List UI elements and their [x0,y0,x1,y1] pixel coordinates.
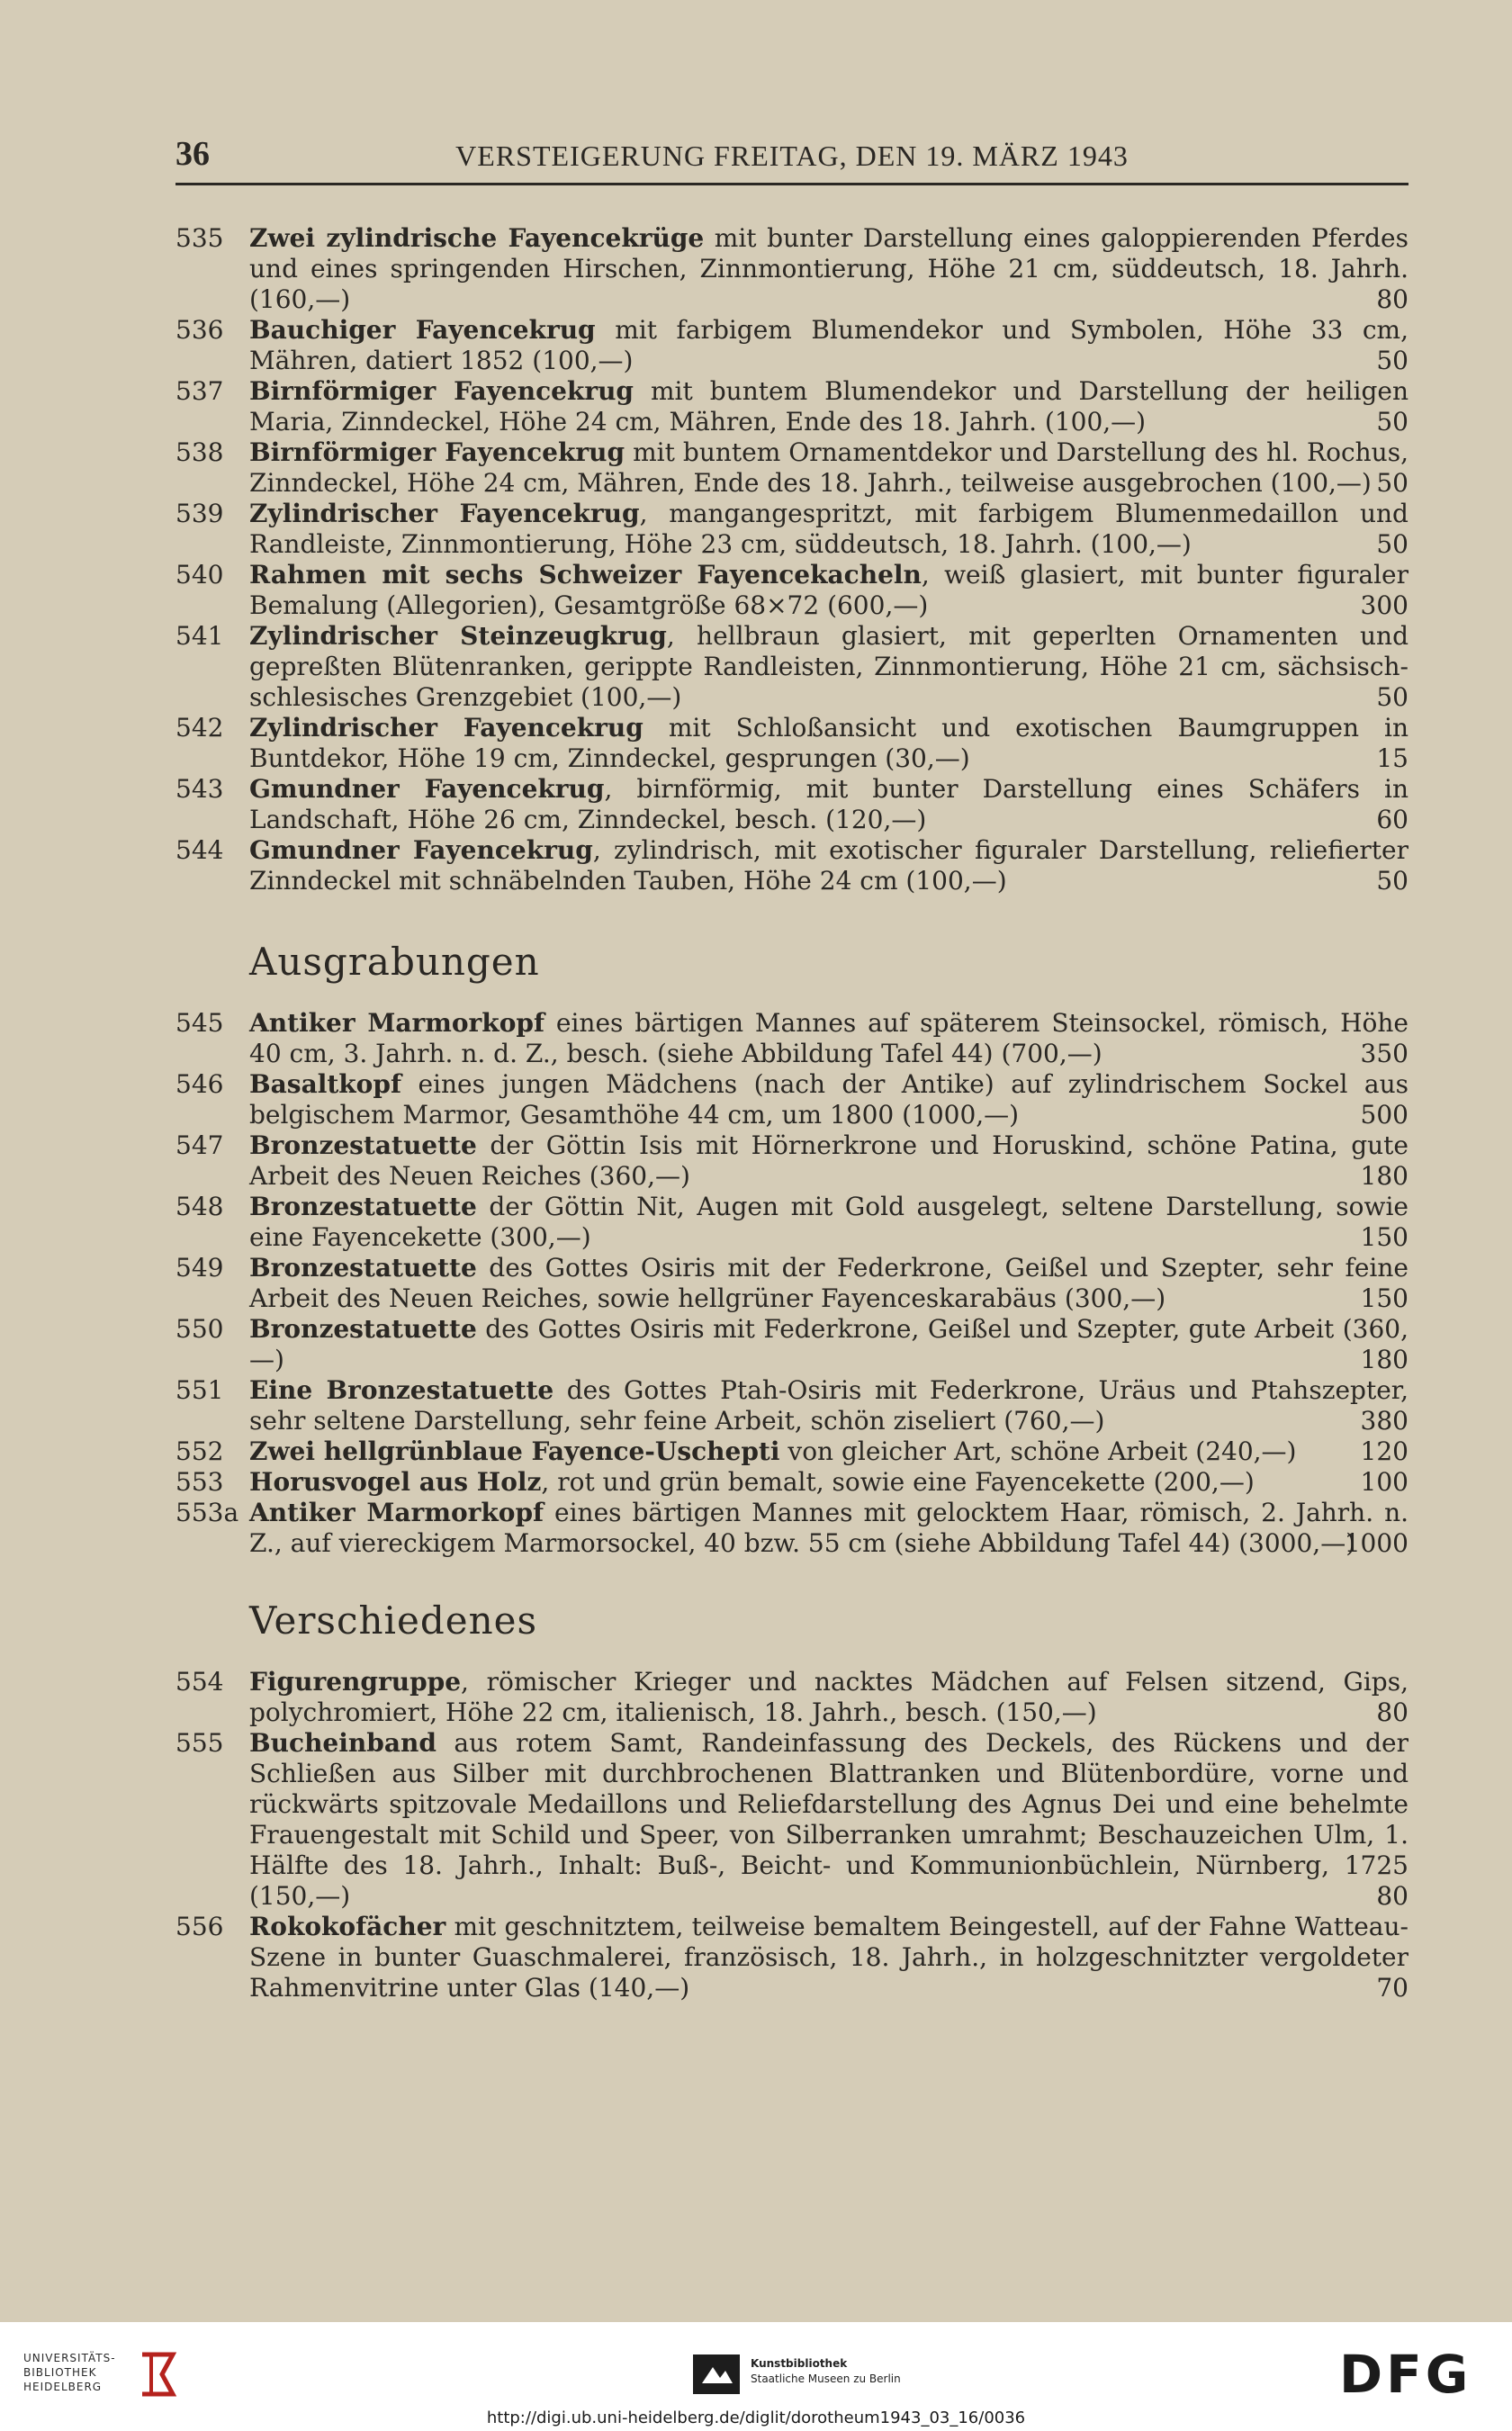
lot-estimate: 50 [1376,866,1408,896]
lot-title: Gmundner Fayencekrug [249,774,605,804]
lot-title: Eine Bronzestatuette [249,1375,554,1405]
kunstbibliothek-name: Kunstbibliothek [751,2357,848,2370]
catalog-entry [176,1192,1408,1253]
uni-library-logo-icon [135,2347,180,2401]
lot-description: des Gottes Osiris mit Federkrone, Geißel und Szepter, gute Arbeit (360,—) [249,1314,1408,1374]
uni-line-3: HEIDELBERG [23,2381,103,2393]
catalog-entry [176,621,1408,713]
catalog-entry [176,560,1408,621]
lot-number: 545 [176,1008,224,1038]
lot-estimate: 180 [1360,1345,1408,1374]
page-header [176,129,1408,185]
lot-title: Rahmen mit sechs Schweizer Fayencekacheln [249,560,922,590]
lot-estimate: 150 [1360,1222,1408,1252]
lot-number: 555 [176,1728,224,1758]
lot-description: mit bunter Darstellung eines galoppierenden Pferdes und eines springenden Hirschen, Zinnmontierung, Höhe 21 cm, süddeutsch, 18. Jahrh. (160,—) [249,223,1408,314]
lot-title: Bucheinband [249,1728,436,1758]
lot-estimate: 80 [1376,1697,1408,1727]
section-heading-verschiedenes: Verschiedenes [249,1598,538,1643]
lot-description: eines bärtigen Mannes auf späterem Steinsockel, römisch, Höhe 40 cm, 3. Jahrh. n. d. Z., besch. (siehe Abbildung Tafel 44) (700,—) [249,1008,1408,1068]
catalog-entry [176,1436,1408,1467]
lot-description: , mangangespritzt, mit farbigem Blumenmedaillon und Randleiste, Zinnmontierung, Höhe 23 cm, süddeutsch, 18. Jahrh. (100,—) [249,499,1408,559]
lot-number: 536 [176,315,224,345]
entry-list-ausgrabungen [176,1008,1408,1559]
lot-number: 541 [176,621,224,651]
lot-estimate: 80 [1376,1881,1408,1911]
catalog-entry [176,1130,1408,1192]
lot-title: Antiker Marmorkopf [249,1498,544,1527]
uni-line-1: UNIVERSITÄTS- [23,2352,116,2364]
lot-title: Zylindrischer Steinzeugkrug [249,621,667,651]
lot-description: eines jungen Mädchens (nach der Antike) auf zylindrischem Sockel aus belgischem Marmor, Gesamthöhe 44 cm, um 1800 (1000,—) [249,1069,1408,1130]
catalog-entry [176,223,1408,315]
kunstbibliothek-subtitle: Staatliche Museen zu Berlin [751,2372,901,2385]
lot-title: Zylindrischer Fayencekrug [249,499,640,528]
catalog-entry [176,1728,1408,1912]
lot-estimate: 50 [1376,682,1408,712]
catalog-entry [176,835,1408,896]
catalog-entry [176,1912,1408,2003]
lot-title: Antiker Marmorkopf [249,1008,544,1038]
lot-description: des Gottes Osiris mit der Federkrone, Geißel und Szepter, sehr feine Arbeit des Neuen Reiches, sowie hellgrüner Fayenceskarabäus (300,—) [249,1253,1408,1313]
lot-estimate: 70 [1376,1973,1408,2003]
entry-list-verschiedenes [176,1667,1408,2003]
lot-number: 551 [176,1375,224,1405]
lot-estimate: 100 [1360,1467,1408,1497]
lot-description: , römischer Krieger und nacktes Mädchen auf Felsen sitzend, Gips, polychromiert, Höhe 22 cm, italienisch, 18. Jahrh., besch. (150,—) [249,1667,1408,1727]
entry-list-fayence [176,223,1408,896]
lot-estimate: 50 [1376,407,1408,437]
lot-description: , weiß glasiert, mit bunter figuraler Bemalung (Allegorien), Gesamtgröße 68×72 (600,—) [249,560,1408,620]
lot-title: Zwei hellgrünblaue Fayence-Uschepti [249,1436,780,1466]
catalog-entry [176,437,1408,499]
lot-title: Figurengruppe [249,1667,462,1697]
lot-title: Bronzestatuette [249,1314,477,1344]
catalog-entry [176,1069,1408,1130]
lot-description: , birnförmig, mit bunter Darstellung eines Schäfers in Landschaft, Höhe 26 cm, Zinndeckel, besch. (120,—) [249,774,1408,834]
lot-number: 550 [176,1314,224,1344]
catalog-entry [176,1467,1408,1498]
catalog-entry [176,376,1408,437]
catalog-entry [176,1498,1408,1559]
section-heading-ausgrabungen: Ausgrabungen [249,940,540,984]
lot-description: , rot und grün bemalt, sowie eine Fayencekette (200,—) [541,1467,1255,1497]
digitization-footer [0,2322,1512,2431]
lot-description: mit buntem Ornamentdekor und Darstellung des hl. Rochus, Zinndeckel, Höhe 24 cm, Mähren, Ende des 18. Jahrh., teilweise ausgebrochen (100,—) [249,437,1408,498]
uni-line-2: BIBLIOTHEK [23,2366,97,2379]
lot-description: des Gottes Ptah-Osiris mit Federkrone, Uräus und Ptahszepter, sehr seltene Darstellung, sehr feine Arbeit, schön ziseliert (760,—) [249,1375,1408,1436]
lot-number: 554 [176,1667,224,1697]
lot-title: Bronzestatuette [249,1192,477,1221]
catalog-entry [176,315,1408,376]
lot-number: 546 [176,1069,224,1099]
lot-title: Rokokofächer [249,1912,446,1941]
lot-description: eines bärtigen Mannes mit gelocktem Haar, römisch, 2. Jahrh. n. Z., auf viereckigem Marmorsockel, 40 bzw. 55 cm (siehe Abbildung Tafel 44) (3000,—) [249,1498,1409,1558]
lot-estimate: 80 [1376,284,1408,314]
catalog-entry [176,1253,1408,1314]
lot-description: von gleicher Art, schöne Arbeit (240,—) [779,1436,1297,1466]
catalog-entry [176,1314,1408,1375]
catalog-entry [176,1008,1408,1069]
lot-estimate: 350 [1360,1039,1408,1068]
lot-estimate: 180 [1360,1161,1408,1191]
lot-number: 553a [176,1498,239,1527]
lot-description: , zylindrisch, mit exotischer figuraler Darstellung, reliefierter Zinndeckel mit schnäbelnden Tauben, Höhe 24 cm (100,—) [249,835,1409,896]
catalog-entry [176,499,1408,560]
lot-number: 547 [176,1130,224,1160]
lot-title: Zwei zylindrische Fayencekrüge [249,223,705,253]
lot-estimate: 50 [1376,529,1408,559]
lot-description: aus rotem Samt, Randeinfassung des Deckels, des Rückens und der Schließen aus Silber mit durchbrochenen Blattranken und Blütenbordüre, vorne und rückwärts spitzovale Medaillons und Reliefdarstellung des Agnus Dei und eine behelmte Frauengestalt mit Schild und Speer, von Silberranken umrahmt; Beschauzeichen Ulm, 1. Hälfte des 18. Jahrh., Inhalt: Buß-, Beicht- und Kommunionbüchlein, Nürnberg, 1725 (150,—) [249,1728,1408,1911]
lot-estimate: 380 [1360,1406,1408,1436]
lot-number: 544 [176,835,224,865]
lot-description: , hellbraun glasiert, mit geperlten Ornamenten und gepreßten Blütenranken, gerippte Randleisten, Zinnmontierung, Höhe 21 cm, sächsisch-schlesisches Grenzgebiet (100,—) [249,621,1408,712]
lot-title: Birnförmiger Fayencekrug [249,376,634,406]
lot-description: mit Schloßansicht und exotischen Baumgruppen in Buntdekor, Höhe 19 cm, Zinndeckel, gesprungen (30,—) [249,713,1408,773]
uni-library-logo-text [23,2351,149,2394]
lot-estimate: 500 [1360,1100,1408,1130]
lot-description: mit farbigem Blumendekor und Symbolen, Höhe 33 cm, Mähren, datiert 1852 (100,—) [249,315,1409,375]
kunstbibliothek-logo-text [751,2356,901,2387]
lot-number: 537 [176,376,224,406]
lot-description: der Göttin Nit, Augen mit Gold ausgelegt, seltene Darstellung, sowie eine Fayencekette (300,—) [249,1192,1408,1252]
lot-number: 542 [176,713,224,743]
lot-description: mit geschnitztem, teilweise bemaltem Beingestell, auf der Fahne Watteau-Szene in bunter Guaschmalerei, französisch, 18. Jahrh., in holzgeschnitzter vergoldeter Rahmenvitrine unter Glas (140,—) [249,1912,1408,2003]
lot-number: 535 [176,223,224,253]
lot-description: der Göttin Isis mit Hörnerkrone und Horuskind, schöne Patina, gute Arbeit des Neuen Reiches (360,—) [249,1130,1408,1191]
lot-title: Birnförmiger Fayencekrug [249,437,626,467]
lot-number: 553 [176,1467,224,1497]
lot-estimate: 60 [1376,805,1408,834]
lot-number: 548 [176,1192,224,1221]
lot-number: 549 [176,1253,224,1283]
lot-number: 543 [176,774,224,804]
page-number: 36 [176,135,210,173]
lot-estimate: 1000 [1344,1528,1408,1558]
lot-number: 539 [176,499,224,528]
lot-title: Basaltkopf [249,1069,401,1099]
lot-number: 538 [176,437,224,467]
lot-number: 556 [176,1912,224,1941]
lot-estimate: 120 [1360,1436,1408,1466]
lot-title: Zylindrischer Fayencekrug [249,713,644,743]
lot-number: 552 [176,1436,224,1466]
permalink-url[interactable]: http://digi.ub.uni-heidelberg.de/diglit/dorotheum1943_03_16/0036 [486,2408,1026,2427]
lot-estimate: 300 [1360,590,1408,620]
catalog-entry [176,1667,1408,1728]
catalog-entry [176,713,1408,774]
lot-description: mit buntem Blumendekor und Darstellung der heiligen Maria, Zinndeckel, Höhe 24 cm, Mähren, Ende des 18. Jahrh. (100,—) [249,376,1408,437]
lot-estimate: 15 [1376,743,1408,773]
catalog-entry [176,774,1408,835]
lot-title: Gmundner Fayencekrug [249,835,593,865]
lot-estimate: 50 [1376,468,1408,498]
lot-number: 540 [176,560,224,590]
kunstbibliothek-logo-icon [693,2354,740,2394]
lot-title: Bauchiger Fayencekrug [249,315,596,345]
lot-title: Bronzestatuette [249,1253,477,1283]
lot-title: Bronzestatuette [249,1130,477,1160]
catalog-listing [176,223,1408,2003]
catalog-entry [176,1375,1408,1436]
lot-estimate: 50 [1376,346,1408,375]
lot-estimate: 150 [1360,1283,1408,1313]
lot-title: Horusvogel aus Holz [249,1467,542,1497]
running-head: VERSTEIGERUNG FREITAG, DEN 19. MÄRZ 1943 [455,140,1129,172]
dfg-logo: DFG [1339,2344,1472,2405]
